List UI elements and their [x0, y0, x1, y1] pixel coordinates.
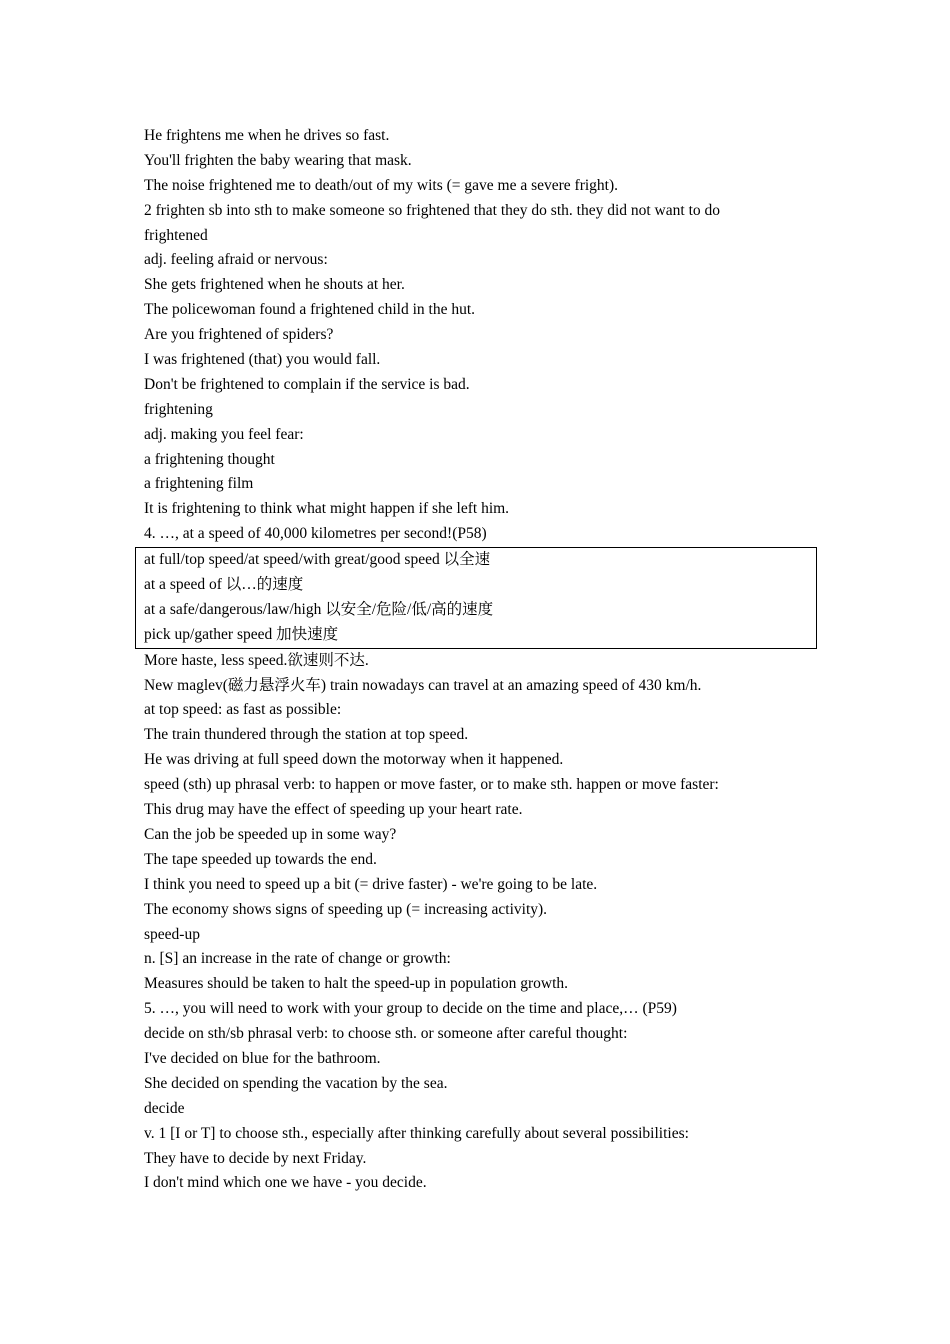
text-line: You'll frighten the baby wearing that mask.	[144, 151, 412, 169]
text-block-before-box	[144, 124, 816, 547]
text-line: They have to decide by next Friday.	[144, 1149, 367, 1167]
box-line: at full/top speed/at speed/with great/good speed 以全速	[144, 551, 491, 569]
text-line: at top speed: as fast as possible:	[144, 701, 342, 719]
text-line: I don't mind which one we have - you decide.	[144, 1174, 427, 1192]
text-line: I was frightened (that) you would fall.	[144, 351, 381, 369]
box-line: pick up/gather speed 加快速度	[144, 625, 339, 643]
text-line: He frightens me when he drives so fast.	[144, 127, 390, 144]
text-line: frightening	[144, 400, 213, 418]
text-line: frightened	[144, 226, 208, 244]
text-line: decide on sth/sb phrasal verb: to choose sth. or someone after careful thought:	[144, 1025, 628, 1043]
text-line: The tape speeded up towards the end.	[144, 850, 377, 868]
text-line: It is frightening to think what might happen if she left him.	[144, 500, 510, 518]
text-line: adj. making you feel fear:	[144, 425, 304, 443]
text-line: Are you frightened of spiders?	[144, 326, 334, 344]
box-line: at a speed of 以…的速度	[144, 576, 304, 594]
text-block-after-box	[144, 649, 816, 1197]
text-line: New maglev(磁力悬浮火车) train nowadays can travel at an amazing speed of 430 km/h.	[144, 676, 702, 694]
text-line: adj. feeling afraid or nervous:	[144, 251, 328, 269]
text-line: The noise frightened me to death/out of my wits (= gave me a severe fright).	[144, 176, 619, 194]
text-line: The policewoman found a frightened child in the hut.	[144, 301, 476, 319]
text-line: 2 frighten sb into sth to make someone so frightened that they do sth. they did not want to do	[144, 201, 720, 219]
text-line: She decided on spending the vacation by the sea.	[144, 1074, 448, 1092]
text-line: The train thundered through the station at top speed.	[144, 726, 469, 744]
text-line: Don't be frightened to complain if the service is bad.	[144, 375, 470, 393]
text-line: The economy shows signs of speeding up (= increasing activity).	[144, 900, 548, 918]
text-line: This drug may have the effect of speeding up your heart rate.	[144, 801, 523, 819]
text-line: He was driving at full speed down the motorway when it happened.	[144, 751, 564, 769]
document-page	[144, 124, 816, 1196]
text-line: v. 1 [I or T] to choose sth., especially after thinking carefully about several possibilities:	[144, 1124, 689, 1142]
box-line: at a safe/dangerous/law/high 以安全/危险/低/高的速度	[144, 600, 494, 618]
text-line: n. [S] an increase in the rate of change or growth:	[144, 950, 451, 968]
text-line: 5. …, you will need to work with your group to decide on the time and place,… (P59)	[144, 1000, 677, 1018]
text-line: Measures should be taken to halt the speed-up in population growth.	[144, 975, 569, 993]
text-line: speed-up	[144, 925, 200, 943]
text-line: a frightening thought	[144, 450, 275, 468]
text-line: I've decided on blue for the bathroom.	[144, 1049, 381, 1067]
text-line: decide	[144, 1099, 185, 1117]
text-line: She gets frightened when he shouts at her.	[144, 276, 405, 294]
text-line: More haste, less speed.欲速则不达.	[144, 651, 369, 669]
text-line: Can the job be speeded up in some way?	[144, 825, 397, 843]
text-line: 4. …, at a speed of 40,000 kilometres per second!(P58)	[144, 525, 487, 543]
text-line: a frightening film	[144, 475, 254, 493]
text-line: speed (sth) up phrasal verb: to happen or move faster, or to make sth. happen or move faster:	[144, 776, 719, 794]
phrase-box	[135, 547, 817, 649]
text-line: I think you need to speed up a bit (= drive faster) - we're going to be late.	[144, 875, 598, 893]
